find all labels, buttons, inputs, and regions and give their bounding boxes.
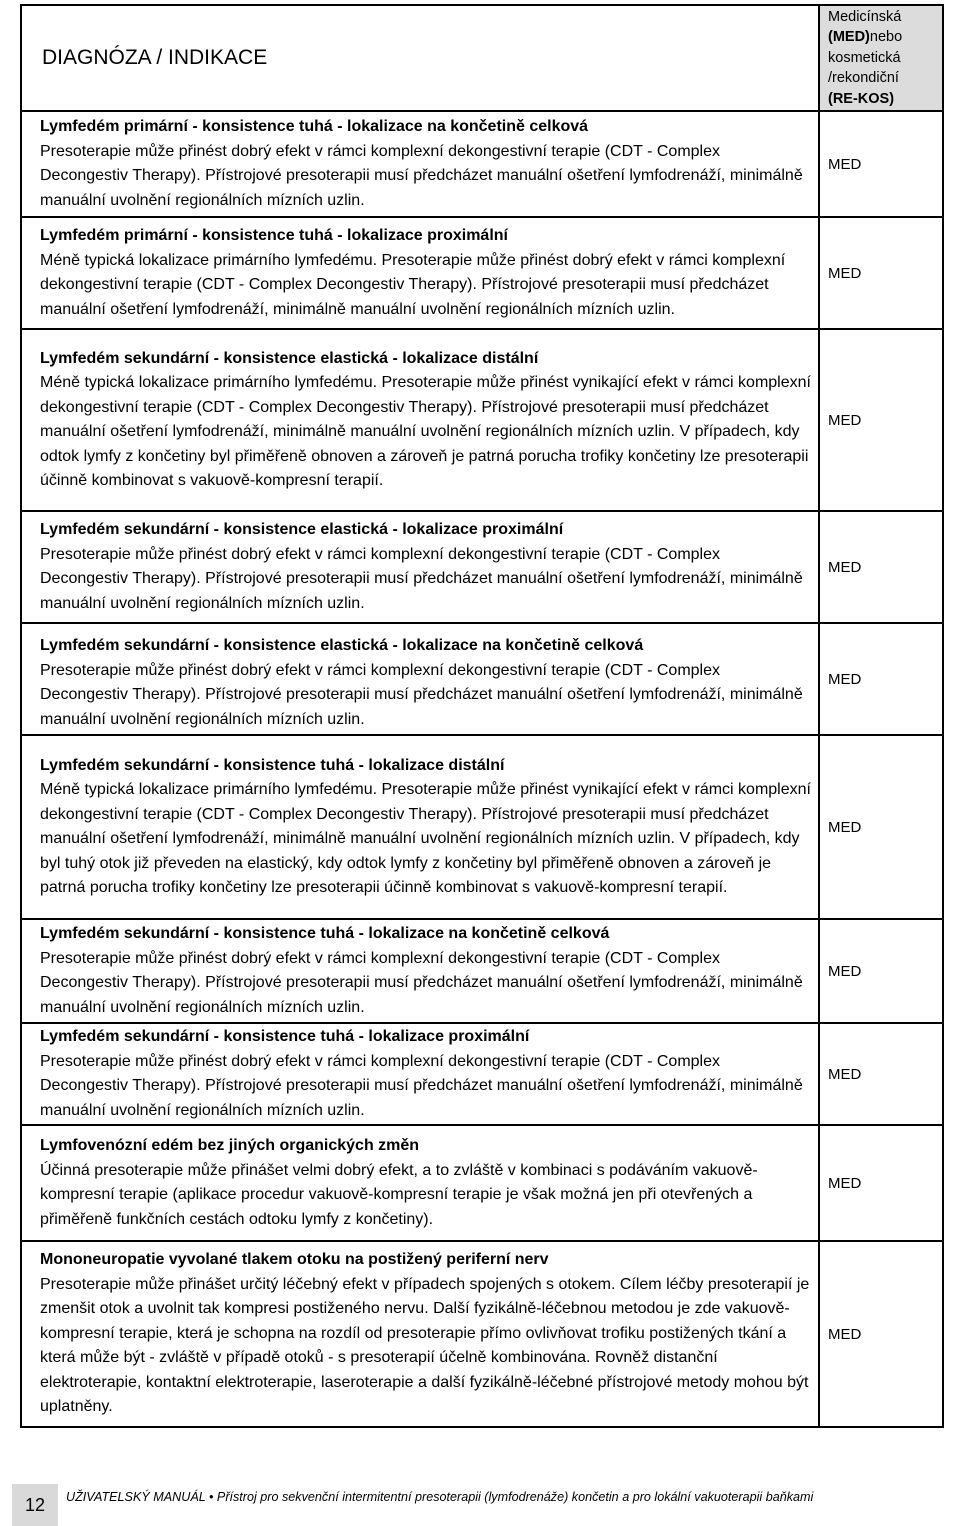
diagnosis-title: Lymfovenózní edém bez jiných organických změn [40, 1137, 420, 1154]
diagnosis-cell [21, 1241, 819, 1427]
diagnosis-title: Lymfedém sekundární - konsistence elastická - lokalizace na končetině celková [40, 637, 644, 654]
page-footer [0, 1484, 960, 1524]
category-cell: MED [819, 1125, 943, 1241]
category-cell: MED [819, 329, 943, 511]
diagnosis-cell [21, 1125, 819, 1241]
header-line: Medicínská [828, 8, 902, 25]
table-row [21, 735, 943, 919]
diagnosis-description: Presoterapie může přinést dobrý efekt v rámci komplexní dekongestivní terapie (CDT - Complex Decongestiv Therapy). Přístrojové presoterapii musí předcházet manuální ošetření lymfodrenáží, minimálně manuální uvolnění regionálních mízních uzlin. [40, 949, 803, 1016]
category-cell: MED [819, 623, 943, 735]
category-cell: MED [819, 217, 943, 329]
diagnosis-description: Účinná presoterapie může přinášet velmi dobrý efekt, a to zvláště v kombinaci s podáváním vakuově-kompresní terapie (aplikace procedur vakuově-kompresní terapie je však možná jen při otevřených a přiměřeně funkčních cestách odtoku lymfy z končetiny). [40, 1161, 758, 1228]
diagnosis-title: Lymfedém sekundární - konsistence elastická - lokalizace proximální [40, 521, 564, 538]
diagnosis-description: Presoterapie může přinést dobrý efekt v rámci komplexní dekongestivní terapie (CDT - Complex Decongestiv Therapy). Přístrojové presoterapii musí předcházet manuální ošetření lymfodrenáží, minimálně manuální uvolnění regionálních mízních uzlin. [40, 545, 803, 612]
header-line: nebo [869, 29, 903, 46]
table-row [21, 919, 943, 1023]
diagnosis-title: Lymfedém sekundární - konsistence tuhá - lokalizace proximální [40, 1028, 530, 1045]
diagnosis-cell [21, 919, 819, 1023]
diagnosis-title: Lymfedém primární - konsistence tuhá - lokalizace na končetině celková [40, 118, 589, 135]
diagnosis-cell [21, 217, 819, 329]
diagnosis-description: Méně typická lokalizace primárního lymfedému. Presoterapie může přinést vynikající efekt v rámci komplexní dekongestivní terapie (CDT - Complex Decongestiv Therapy). Přístrojové presoterapii musí předcházet manuální ošetření lymfodrenáží, minimálně manuální uvolnění regionálních mízních uzlin. V případech, kdy odtok lymfy z končetiny byl přiměřeně obnoven a zároveň je patrná porucha trofiky končetiny lze presoterapii účinně kombinovat s vakuově-kompresní terapií. [40, 374, 811, 489]
column-header-category [819, 5, 943, 111]
column-header-diagnosis: DIAGNÓZA / INDIKACE [21, 5, 819, 111]
diagnosis-cell [21, 735, 819, 919]
table-row [21, 1241, 943, 1427]
header-line: (RE-KOS) [828, 90, 895, 107]
diagnosis-title: Lymfedém sekundární - konsistence tuhá - lokalizace distální [40, 756, 505, 774]
diagnosis-cell [21, 111, 819, 217]
category-cell: MED [819, 111, 943, 217]
table-header-row [21, 5, 943, 111]
diagnosis-title: Lymfedém primární - konsistence tuhá - lokalizace proximální [40, 227, 508, 244]
diagnosis-description: Presoterapie může přinést dobrý efekt v rámci komplexní dekongestivní terapie (CDT - Complex Decongestiv Therapy). Přístrojové presoterapii musí předcházet manuální ošetření lymfodrenáží, minimálně manuální uvolnění regionálních mízních uzlin. [40, 1052, 803, 1119]
category-cell: MED [819, 511, 943, 623]
diagnosis-title: Mononeuropatie vyvolané tlakem otoku na postižený periferní nerv [40, 1251, 549, 1269]
page-number: 12 [12, 1484, 58, 1526]
diagnosis-title: Lymfedém sekundární - konsistence elastická - lokalizace distální [40, 349, 539, 367]
table-row [21, 1023, 943, 1125]
diagnosis-title: Lymfedém sekundární - konsistence tuhá - lokalizace na končetině celková [40, 925, 610, 942]
diagnosis-cell [21, 329, 819, 511]
table-row [21, 1125, 943, 1241]
diagnosis-description: Méně typická lokalizace primárního lymfedému. Presoterapie může přinést vynikající efekt v rámci komplexní dekongestivní terapie (CDT - Complex Decongestiv Therapy). Přístrojové presoterapii musí předcházet manuální ošetření lymfodrenáží, minimálně manuální uvolnění regionálních mízních uzlin. V případech, kdy byl tuhý otok již převeden na elastický, kdy odtok lymfy z končetiny byl přiměřeně obnoven a zároveň je patrná porucha trofiky končetiny lze presoterapii účinně kombinovat s vakuově-kompresní terapií. [40, 781, 811, 896]
category-cell: MED [819, 735, 943, 919]
table-row [21, 217, 943, 329]
diagnosis-description: Méně typická lokalizace primárního lymfedému. Presoterapie může přinést dobrý efekt v rámci komplexní dekongestivní terapie (CDT - Complex Decongestiv Therapy). Přístrojové presoterapii musí předcházet manuální ošetření lymfodrenáží, minimálně manuální uvolnění regionálních mízních uzlin. [40, 251, 786, 318]
indication-table [20, 4, 944, 1428]
footer-text: UŽIVATELSKÝ MANUÁL • Přístroj pro sekvenční intermitentní presoterapii (lymfodrenáže) končetin a pro lokální vakuoterapii baňkami [66, 1490, 814, 1504]
diagnosis-cell [21, 511, 819, 623]
table-row [21, 511, 943, 623]
diagnosis-cell [21, 623, 819, 735]
diagnosis-cell [21, 1023, 819, 1125]
category-cell: MED [819, 1241, 943, 1427]
diagnosis-description: Presoterapie může přinášet určitý léčebný efekt v případech spojených s otokem. Cílem léčby presoterapií je zmenšit otok a uvolnit tak kompresi postiženého nervu. Další fyzikálně-léčebnou metodou je zde vakuově-kompresní terapie, která je schopna na rozdíl od presoterapie přímo ovlivňovat trofiku postižených tkání a která může být - zvláště v případě otoků - s presoterapií účelně kombinována. Rovněž distanční elektroterapie, kontaktní elektroterapie, laseroterapie a další fyzikálně-léčebné přístrojové metody mohou být uplatněny. [40, 1275, 810, 1416]
header-line: /rekondiční [828, 70, 899, 87]
diagnosis-description: Presoterapie může přinést dobrý efekt v rámci komplexní dekongestivní terapie (CDT - Complex Decongestiv Therapy). Přístrojové presoterapii musí předcházet manuální ošetření lymfodrenáží, minimálně manuální uvolnění regionálních mízních uzlin. [40, 661, 803, 728]
header-line: (MED) [828, 29, 870, 46]
table-row [21, 329, 943, 511]
table-row [21, 623, 943, 735]
table-row [21, 111, 943, 217]
diagnosis-description: Presoterapie může přinést dobrý efekt v rámci komplexní dekongestivní terapie (CDT - Complex Decongestiv Therapy). Přístrojové presoterapii musí předcházet manuální ošetření lymfodrenáží, minimálně manuální uvolnění regionálních mízních uzlin. [40, 142, 803, 209]
category-cell: MED [819, 1023, 943, 1125]
category-cell: MED [819, 919, 943, 1023]
header-line: kosmetická [828, 49, 901, 66]
